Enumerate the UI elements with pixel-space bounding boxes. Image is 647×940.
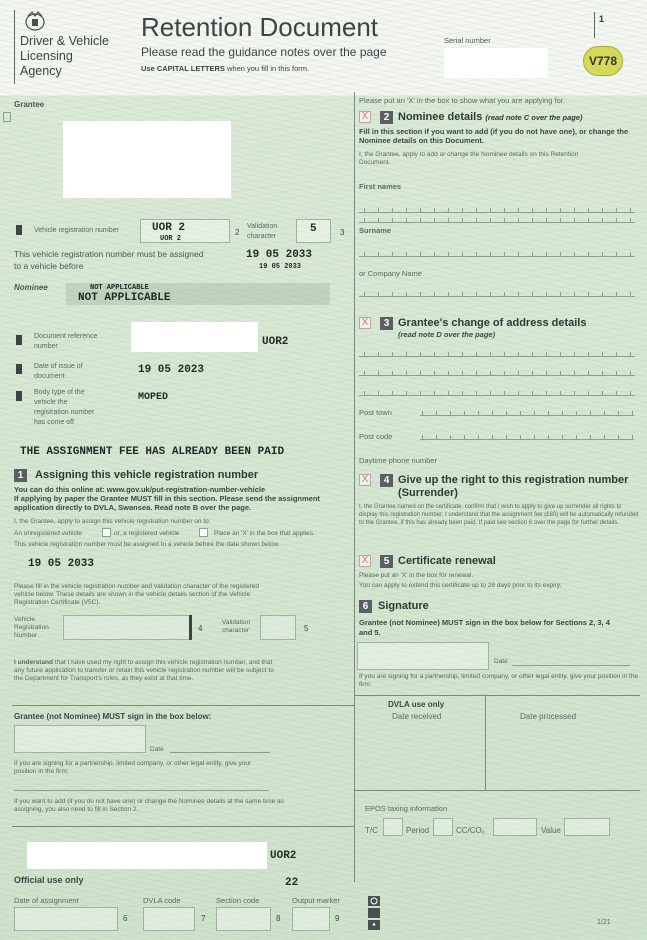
section-1-apply-text: I, the Grantee, apply to assign this vehicle registration number on to:	[14, 518, 211, 525]
post-town-label: Post town	[359, 408, 392, 417]
section-2-title	[398, 111, 583, 123]
section-1-sign-label: Grantee (not Nominee) MUST sign in the box below:	[14, 712, 212, 721]
header-divider-line	[14, 10, 15, 84]
section-2-title-note: (read note C over the page)	[485, 113, 583, 122]
vrn-label: Vehicle registration number	[34, 227, 119, 234]
company-name-field[interactable]	[359, 289, 635, 297]
vrn-marker	[16, 225, 22, 235]
first-names-field-2[interactable]	[359, 215, 635, 223]
section-1-number: 1	[14, 469, 27, 482]
section-1-position-line	[14, 790, 269, 791]
body-type-label: Body type of the vehicle the registration number has come off	[34, 389, 95, 426]
section-2-apply-text: I, the Grantee, apply to add or change the Nominee details on this Retention Document.	[359, 151, 579, 166]
place-x-text: Place an 'X' in the box that applies.	[214, 530, 315, 537]
must-assign-date: 19 05 2033	[246, 249, 313, 261]
section-1-divider	[12, 705, 354, 706]
date-of-assignment-box[interactable]	[14, 907, 118, 931]
epos-cc-label: CC/CO₂	[456, 826, 485, 835]
section-3-title: Grantee's change of address details	[398, 317, 587, 329]
dvla-use-top-line	[354, 695, 640, 696]
serial-number-field[interactable]	[444, 48, 548, 78]
section-2-number: 2	[380, 111, 393, 124]
unregistered-vehicle-label: An unregistered vehicle	[14, 530, 82, 537]
box-number-7: 7	[201, 914, 206, 923]
page-number-divider	[594, 12, 595, 38]
section-5-text-2: You can apply to extend this certificate up to 28 days prior to its expiry.	[359, 582, 562, 589]
section-6-partnership-text: If you are signing for a partnership, limited company, or other legal entity, give your position in the firm:	[359, 673, 639, 688]
body-type-value: MOPED	[138, 392, 169, 403]
official-use-label: Official use only	[14, 875, 84, 885]
put-x-instruction: Please put an 'X' in the box to show what you are applying for.	[359, 96, 565, 105]
section-4-text: I, the Grantee named on the certificate, confirm that I wish to apply to give up surrender all rights to display this registration number. I understand that the assignment fee (£80) will be automatically refunded to the Grantee, if this has already been paid. If paid see section 6 over the page for further details.	[359, 504, 639, 526]
section-3-number: 3	[380, 317, 393, 330]
instruction-bold: Use CAPITAL LETTERS	[141, 64, 225, 73]
vrn-input-end-mark	[189, 615, 192, 640]
date-of-assignment-label: Date of assignment	[14, 896, 79, 905]
section-4-title-line1: Give up the right to this registration number	[398, 474, 629, 486]
post-town-field[interactable]	[420, 408, 634, 416]
doc-ref-suffix: UOR2	[262, 336, 289, 348]
must-assign-date-small: 19 05 2033	[259, 263, 302, 271]
doc-ref-redacted	[131, 322, 258, 352]
understand-text	[14, 659, 284, 683]
dvla-code-label: DVLA code	[143, 896, 181, 905]
vrn-value: UOR 2	[152, 222, 186, 234]
output-marker-box[interactable]	[292, 907, 330, 931]
address-line-2[interactable]	[359, 368, 635, 376]
box-number-9: 9	[335, 914, 340, 923]
company-name-label: or Company Name	[359, 269, 422, 278]
issue-date-value: 19 05 2023	[138, 364, 205, 376]
fill-in-text: Please fill in the vehicle registration number and validation character of the registered vehicle below. These details are shown in the vehicle details section of the Vehicle Registration Certificate (V5C).	[14, 583, 259, 606]
vrn-value-small: UOR 2	[160, 235, 182, 243]
issue-date-marker	[16, 364, 22, 374]
agency-name-line1: Driver & Vehicle	[20, 34, 109, 48]
box-number-2: 2	[235, 228, 240, 237]
section-3-checkbox[interactable]: X	[359, 317, 371, 329]
agency-name-line3: Agency	[20, 64, 62, 78]
epos-cc-box[interactable]	[493, 818, 537, 836]
post-code-label: Post code	[359, 432, 393, 441]
unregistered-vehicle-checkbox[interactable]	[102, 528, 111, 537]
section-5-number: 5	[380, 555, 393, 568]
section-4-number: 4	[380, 474, 393, 487]
surname-label: Surname	[359, 226, 392, 235]
section-1-title: Assigning this vehicle registration number	[35, 469, 259, 481]
agency-name-line2: Licensing	[20, 49, 73, 63]
section-1-signature-box[interactable]	[14, 725, 146, 753]
section-5-text-1: Please put an 'X' in the box for renewal.	[359, 572, 474, 579]
section-2-fill-text: Fill in this section if you want to add (if you do not have one), or change the Nominee details on this Document.	[359, 127, 629, 145]
section-1-partnership-text: If you are signing for a partnership, limited company, or other legal entity, give your position in the firm:	[14, 760, 252, 775]
document-title: Retention Document	[141, 12, 379, 42]
epos-period-label: Period	[406, 826, 430, 835]
dvla-code-box[interactable]	[143, 907, 195, 931]
epos-title: EPOS taxing information	[365, 804, 448, 813]
bottom-ref-redacted	[27, 842, 267, 869]
body-type-marker	[16, 391, 22, 401]
recycling-icon	[368, 896, 380, 932]
box-number-6: 6	[123, 914, 128, 923]
section-6-signature-box[interactable]	[357, 642, 489, 670]
section-code-box[interactable]	[216, 907, 271, 931]
validation-input[interactable]	[260, 615, 296, 640]
nominee-value-small: NOT APPLICABLE	[90, 284, 149, 292]
section-3-note: (read note D over the page)	[398, 330, 496, 339]
page-number: 1	[599, 14, 605, 24]
box-number-5: 5	[304, 624, 309, 633]
epos-tc-label: T/C	[365, 826, 378, 835]
registered-vehicle-checkbox[interactable]	[199, 528, 208, 537]
surname-field[interactable]	[359, 249, 635, 257]
understand-bold: I understand	[14, 659, 54, 666]
date-received-label: Date received	[392, 712, 442, 721]
section-6-title: Signature	[378, 600, 429, 612]
must-assign-text: This vehicle registration number must be assigned to a vehicle before	[14, 249, 204, 271]
address-line-1[interactable]	[359, 349, 635, 357]
section-5-checkbox[interactable]: X	[359, 555, 371, 567]
section-1-paper-text: If applying by paper the Grantee MUST fill in this section. Please send the assignment application directly to DVLA, Swansea. Read note B over the page.	[14, 494, 320, 512]
box-number-8: 8	[276, 914, 281, 923]
section-6-sign-text: Grantee (not Nominee) MUST sign in the box below for Sections 2, 3, 4 and 5.	[359, 618, 610, 637]
registered-vehicle-label: or, a registered vehicle	[114, 530, 180, 537]
vrn-input-label: Vehicle Registration Number	[14, 616, 49, 639]
section-1-date-label: Date	[150, 746, 164, 753]
output-marker-label: Output marker	[292, 896, 340, 905]
vrn-input[interactable]	[63, 615, 191, 640]
column-divider	[354, 92, 355, 882]
section-1-date-value: 19 05 2033	[28, 558, 95, 570]
issue-date-label: Date of issue of document	[34, 363, 83, 380]
capital-letters-instruction	[141, 64, 309, 73]
section-4-title-line2: (Surrender)	[398, 487, 458, 499]
understand-body: that I have used my right to assign this vehicle registration number, and that any future application to transfer or retain this vehicle registration number will be subject to the Department for Transport's rules, as they exist at that time.	[14, 659, 274, 682]
nominee-label: Nominee	[14, 283, 48, 292]
first-names-field-1[interactable]	[359, 205, 635, 213]
serial-number-label: Serial number	[444, 36, 491, 45]
box-number-3: 3	[340, 228, 345, 237]
must-assign-by-text: This vehicle registration number must be assigned to a vehicle before the date shown below.	[14, 541, 280, 548]
address-line-3[interactable]	[359, 388, 635, 396]
box-number-4: 4	[198, 624, 203, 633]
section-2-title-text: Nominee details	[398, 111, 483, 123]
epos-value-label: Value	[541, 826, 561, 835]
form-code-text: V778	[589, 54, 618, 68]
section-code-label: Section code	[216, 896, 260, 905]
epos-value-box[interactable]	[564, 818, 610, 836]
crest-icon	[22, 10, 48, 32]
epos-period-box[interactable]	[433, 818, 453, 836]
section-2-checkbox[interactable]: X	[359, 111, 371, 123]
post-code-field[interactable]	[420, 432, 634, 440]
section-6-date-label: Date	[494, 658, 508, 665]
section-5-title: Certificate renewal	[398, 555, 496, 567]
doc-ref-label: Document reference number	[34, 333, 98, 350]
validation-character-label: Validation character	[247, 223, 278, 240]
dvla-use-bottom-line	[354, 790, 640, 791]
section-1-online-text: You can do this online at: www.gov.uk/put-registration-number-vehicle	[14, 485, 266, 494]
form-version: 1/21	[597, 919, 611, 926]
validation-character-value: 5	[310, 223, 317, 235]
document-subtitle: Please read the guidance notes over the page	[141, 45, 387, 59]
first-names-label: First names	[359, 182, 402, 191]
grantee-address-box	[63, 121, 231, 198]
instruction-rest: when you fill in this form.	[227, 64, 310, 73]
section-4-checkbox[interactable]: X	[359, 474, 371, 486]
section-6-date-line	[512, 665, 630, 666]
phone-label: Daytime phone number	[359, 456, 437, 465]
left-edge-mark	[3, 112, 11, 122]
bottom-left-divider	[12, 826, 354, 827]
section-1-nominee-text: If you want to add (if you do not have one) or change the Nominee details at the same time as assigning, you also need to fill in Section 2.	[14, 798, 284, 813]
dvla-use-title: DVLA use only	[388, 700, 445, 709]
office-code: 22	[285, 877, 299, 889]
date-processed-label: Date processed	[520, 712, 577, 721]
assignment-fee-text: THE ASSIGNMENT FEE HAS ALREADY BEEN PAID	[20, 446, 285, 458]
section-1-date-line	[170, 752, 270, 753]
nominee-value: NOT APPLICABLE	[78, 292, 171, 304]
epos-tc-box[interactable]	[383, 818, 403, 836]
grantee-label: Grantee	[14, 100, 45, 109]
dvla-use-divider	[485, 695, 486, 790]
validation-input-label: Validation character	[222, 619, 251, 634]
bottom-ref-suffix: UOR2	[270, 850, 297, 862]
section-6-number: 6	[359, 600, 372, 613]
doc-ref-marker	[16, 335, 22, 345]
